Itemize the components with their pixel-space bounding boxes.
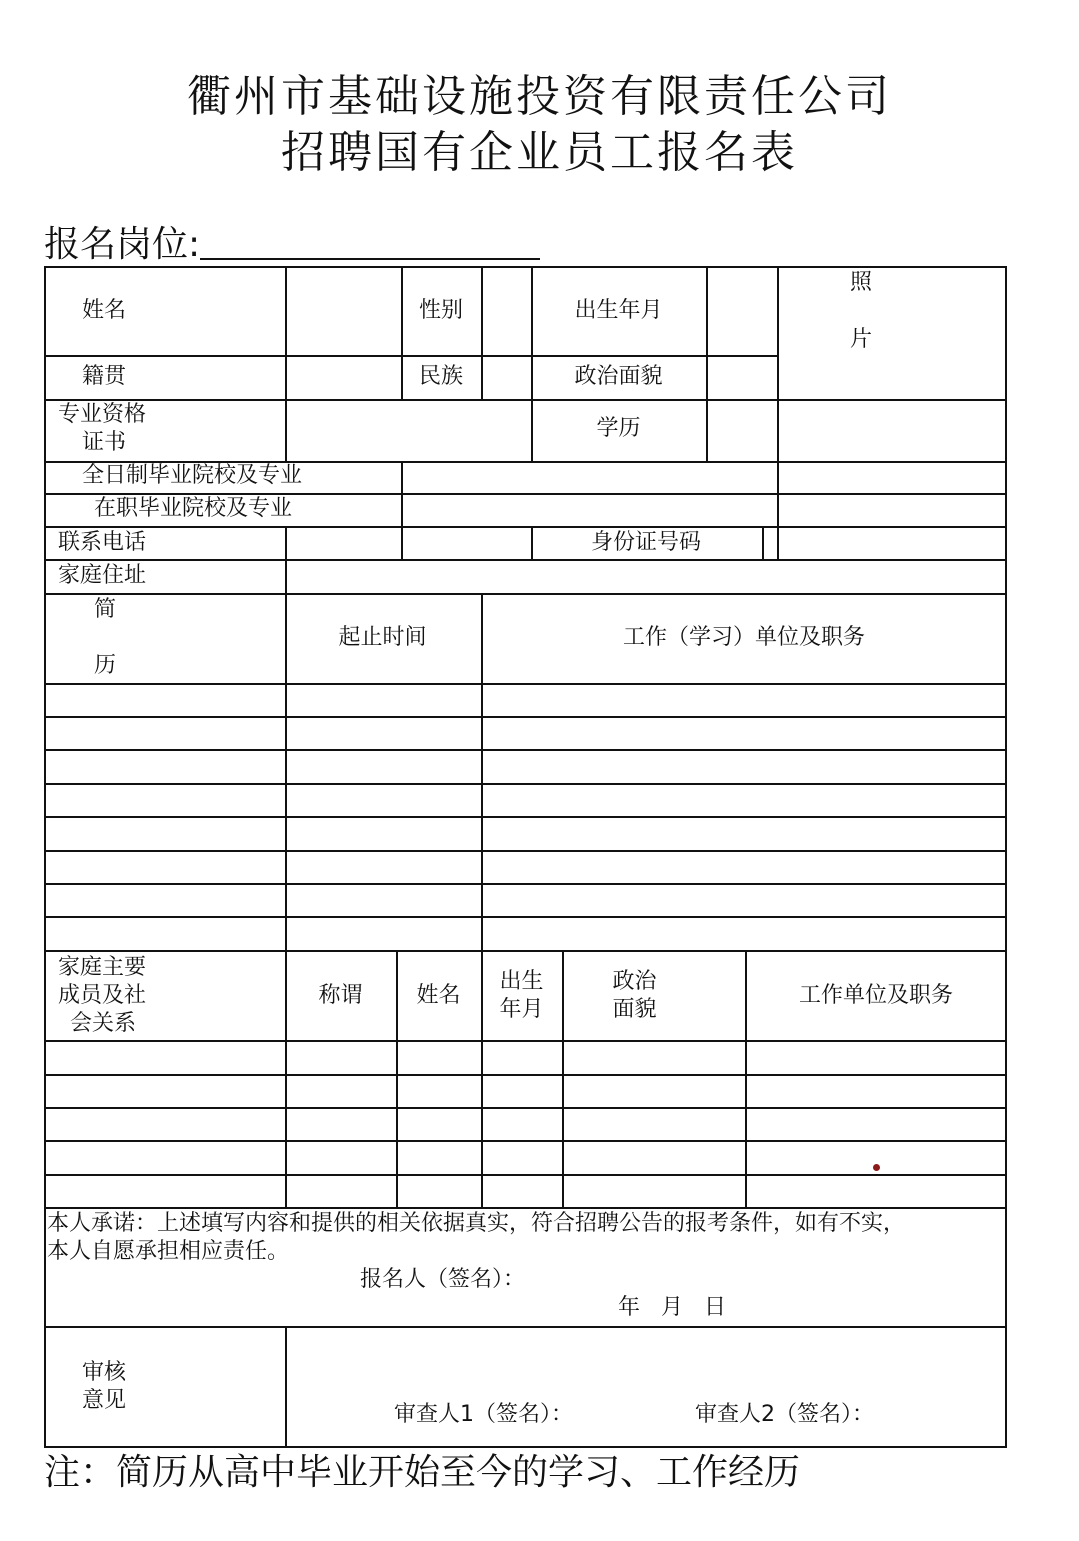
political-status-label: 政治面貌: [574, 364, 663, 389]
footnote: 注：简历从高中毕业开始至今的学习、工作经历: [44, 1452, 801, 1493]
name-label: 姓名: [81, 298, 126, 323]
cert-label-line2: 证书: [82, 430, 127, 455]
family-birth-header-line1: 出生: [499, 969, 544, 994]
applicant-signature-label: 报名人（签名）：: [360, 1267, 526, 1292]
native-place-label: 籍贯: [81, 364, 126, 389]
resume-label-top: 简: [94, 597, 117, 622]
fulltime-school-label: 全日制毕业院校及专业: [82, 463, 303, 488]
reviewer2-signature-label: 审查人2（签名）：: [695, 1402, 874, 1427]
inservice-school-label: 在职毕业院校及专业: [94, 496, 293, 521]
education-label: 学历: [596, 416, 641, 441]
family-political-header-line2: 面貌: [612, 997, 657, 1022]
ink-dot: [873, 1164, 880, 1171]
gender-label: 性别: [418, 298, 463, 323]
pledge-line1: 本人承诺：上述填写内容和提供的相关依据真实，符合招聘公告的报考条件，如有不实，: [47, 1211, 906, 1236]
review-label-line2: 意见: [82, 1388, 127, 1413]
phone-label: 联系电话: [58, 530, 147, 555]
id-number-label: 身份证号码: [590, 530, 701, 555]
application-form-table: [44, 266, 1007, 1448]
photo-label-top: 照: [849, 270, 872, 295]
form-title-line2: 招聘国有企业员工报名表: [281, 127, 798, 178]
resume-label-bottom: 历: [94, 653, 117, 678]
family-label-line3: 会关系: [70, 1011, 137, 1036]
cert-label-line1: 专业资格: [58, 402, 147, 427]
relation-header: 称谓: [318, 983, 363, 1008]
photo-label-bottom: 片: [849, 327, 872, 352]
ethnicity-label: 民族: [418, 364, 463, 389]
family-name-header: 姓名: [416, 983, 461, 1008]
family-label-line2: 成员及社: [58, 983, 147, 1008]
pledge-date: 年 月 日: [618, 1295, 726, 1320]
family-label-line1: 家庭主要: [58, 955, 147, 980]
review-label-line1: 审核: [82, 1360, 127, 1385]
family-birth-header-line2: 年月: [499, 997, 544, 1022]
reviewer1-signature-label: 审查人1（签名）：: [394, 1402, 573, 1427]
address-label: 家庭住址: [58, 563, 147, 588]
birth-date-label: 出生年月: [574, 298, 663, 323]
work-unit-header: 工作（学习）单位及职务: [622, 625, 865, 650]
position-label: 报名岗位:: [44, 224, 201, 265]
family-work-header: 工作单位及职务: [798, 983, 953, 1008]
period-header: 起止时间: [338, 625, 427, 650]
position-fill-line[interactable]: [200, 258, 540, 260]
form-title-line1: 衢州市基础设施投资有限责任公司: [187, 71, 892, 122]
pledge-line2: 本人自愿承担相应责任。: [47, 1239, 290, 1264]
family-political-header-line1: 政治: [612, 969, 657, 994]
